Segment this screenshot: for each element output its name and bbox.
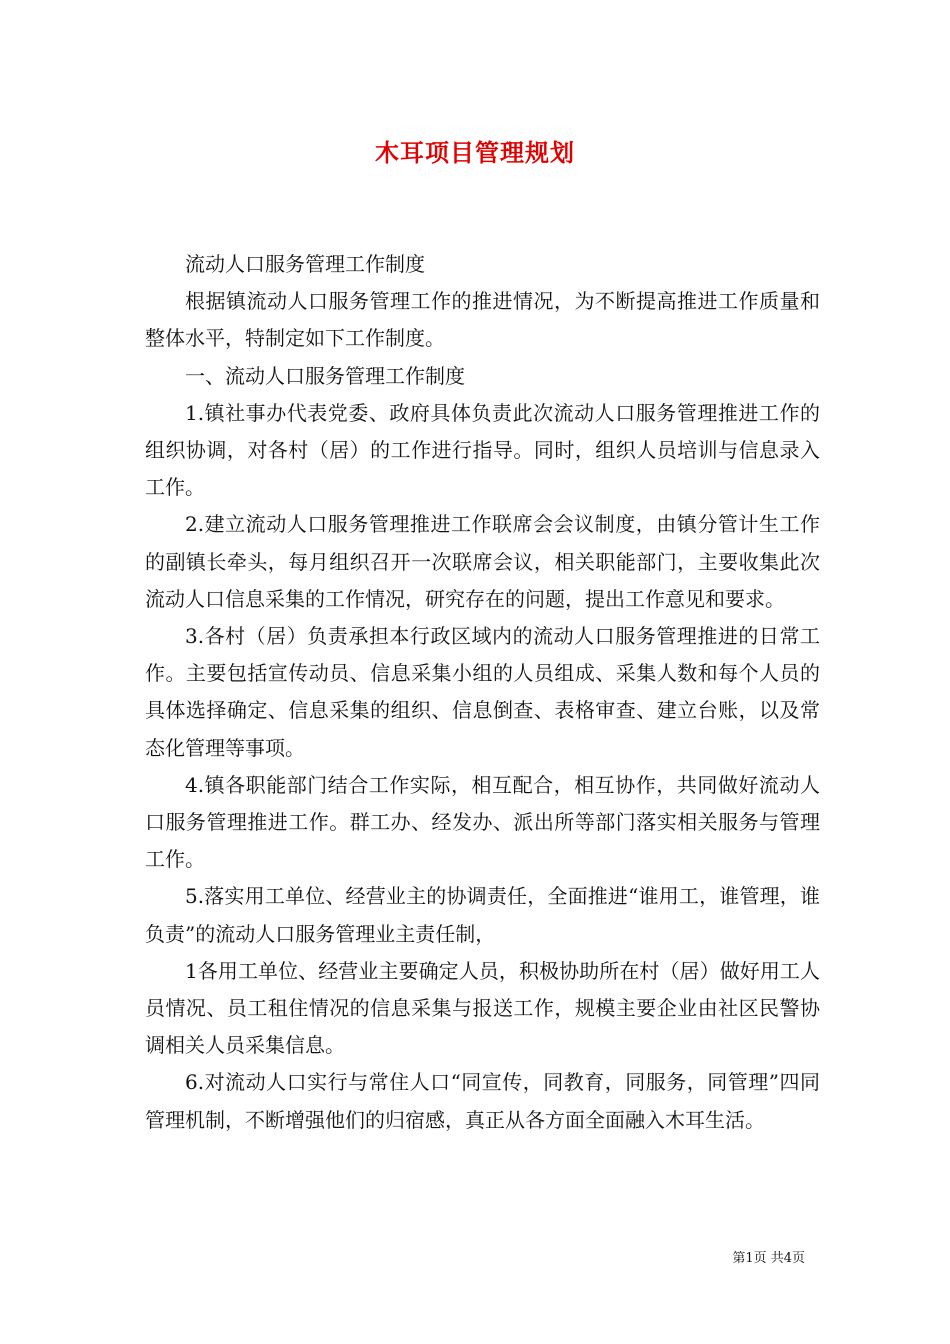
paragraph-item-6: 6.对流动人口实行与常住人口“同宣传，同教育，同服务，同管理”四同管理机制，不断增强他们的归宿感，真正从各方面全面融入木耳生活。 — [145, 1070, 820, 1132]
paragraph-item-5-sub-1: 1各用工单位、经营业主要确定人员，积极协助所在村（居）做好用工人员情况、员工租住情况的信息采集与报送工作，规模主要企业由社区民警协调相关人员采集信息。 — [145, 958, 820, 1058]
paragraph-item-4: 4.镇各职能部门结合工作实际，相互配合，相互协作，共同做好流动人口服务管理推进工作。群工办、经发办、派出所等部门落实相关服务与管理工作。 — [145, 772, 820, 872]
document-body — [145, 246, 820, 1139]
page-number-footer: 第1页 共4页 — [732, 1251, 805, 1266]
paragraph-heading-system: 流动人口服务管理工作制度 — [185, 252, 425, 276]
paragraph-item-3: 3.各村（居）负责承担本行政区域内的流动人口服务管理推进的日常工作。主要包括宣传动员、信息采集小组的人员组成、采集人数和每个人员的具体选择确定、信息采集的组织、信息倒查、表格审查、建立台账，以及常态化管理等事项。 — [145, 624, 820, 760]
paragraph-item-5: 5.落实用工单位、经营业主的协调责任，全面推进“谁用工，谁管理，谁负责”的流动人口服务管理业主责任制， — [145, 884, 820, 946]
paragraph-intro: 根据镇流动人口服务管理工作的推进情况，为不断提高推进工作质量和整体水平，特制定如下工作制度。 — [145, 289, 820, 351]
document-title: 木耳项目管理规划 — [375, 138, 575, 167]
paragraph-section-one: 一、流动人口服务管理工作制度 — [185, 363, 465, 388]
paragraph-item-1: 1.镇社事办代表党委、政府具体负责此次流动人口服务管理推进工作的组织协调，对各村（居）的工作进行指导。同时，组织人员培训与信息录入工作。 — [145, 400, 820, 500]
paragraph-item-2: 2.建立流动人口服务管理推进工作联席会会议制度，由镇分管计生工作的副镇长牵头，每月组织召开一次联席会议，相关职能部门，主要收集此次流动人口信息采集的工作情况，研究存在的问题，提出工作意见和要求。 — [145, 512, 820, 611]
